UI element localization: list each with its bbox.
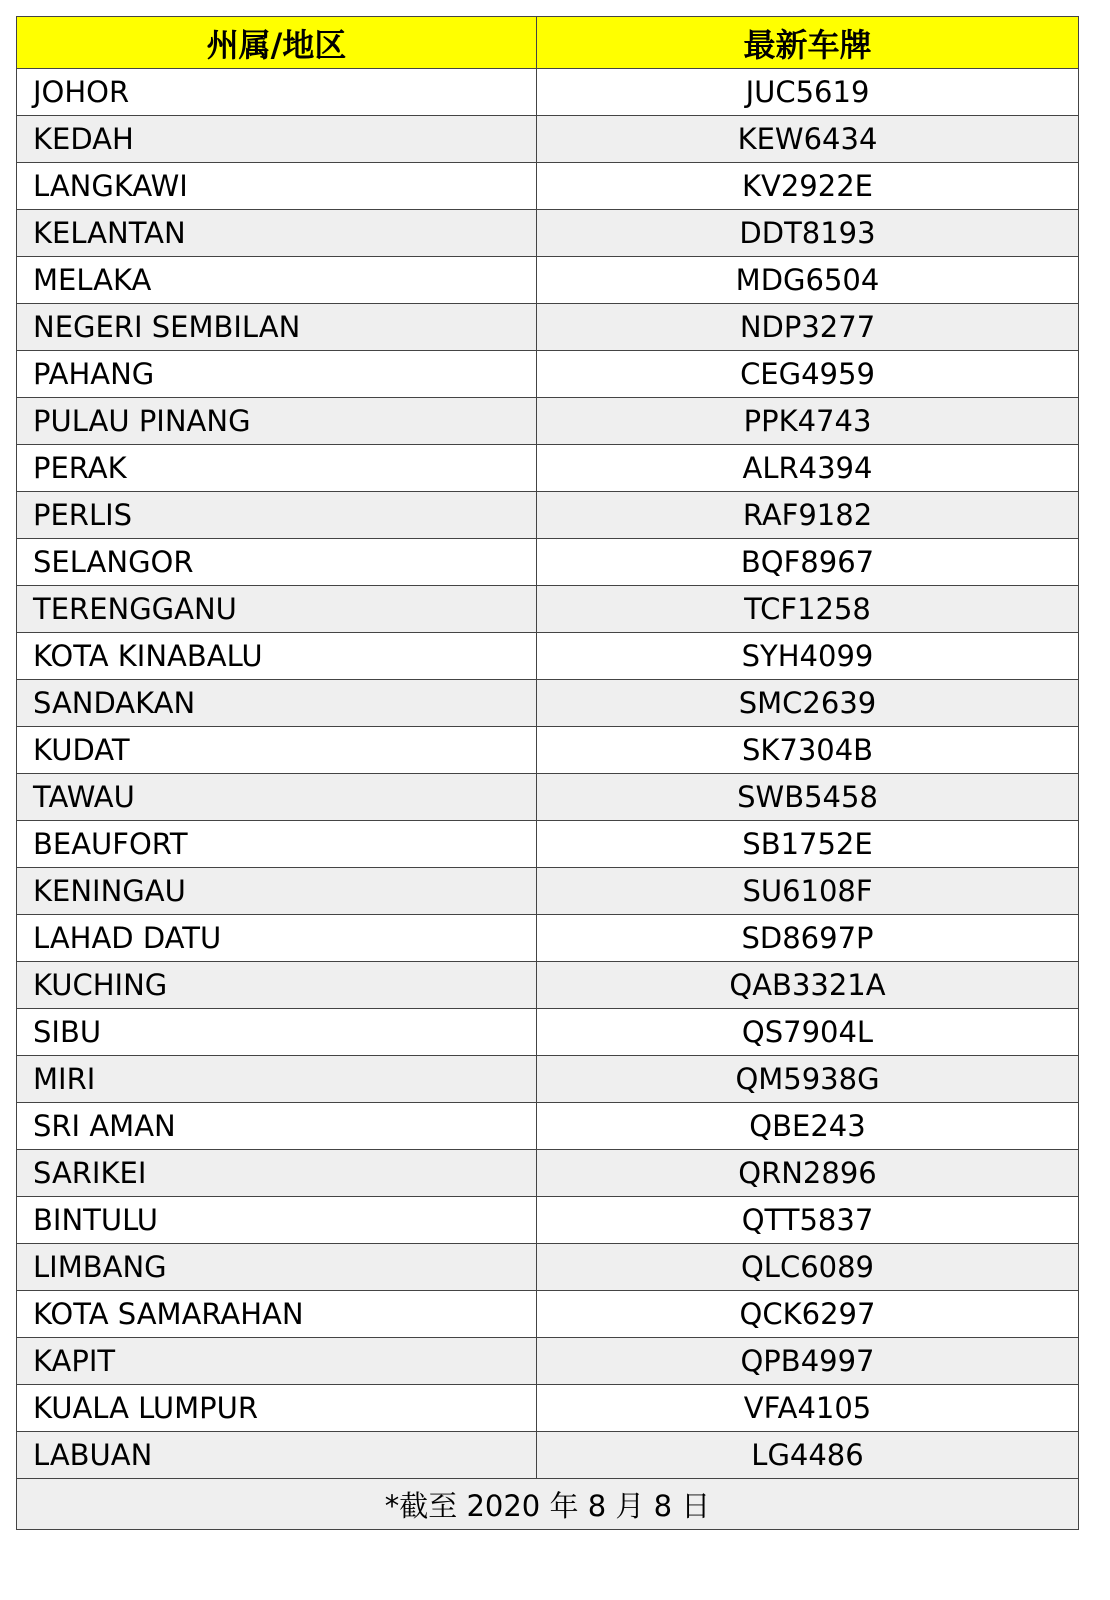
table-row (17, 492, 1079, 539)
table-row (17, 680, 1079, 727)
region-cell: PULAU PINANG (17, 398, 537, 445)
plate-cell: SU6108F (537, 868, 1079, 915)
table-row (17, 821, 1079, 868)
region-cell: BINTULU (17, 1197, 537, 1244)
table-row (17, 727, 1079, 774)
plate-cell: SMC2639 (537, 680, 1079, 727)
plate-cell: KEW6434 (537, 116, 1079, 163)
region-cell: MELAKA (17, 257, 537, 304)
table-row (17, 163, 1079, 210)
plate-cell: SD8697P (537, 915, 1079, 962)
region-cell: TERENGGANU (17, 586, 537, 633)
table-row (17, 69, 1079, 116)
footnote-row (17, 1479, 1079, 1530)
region-cell: LANGKAWI (17, 163, 537, 210)
region-cell: SANDAKAN (17, 680, 537, 727)
table-header (17, 17, 1079, 69)
plate-cell: QCK6297 (537, 1291, 1079, 1338)
plate-cell: ALR4394 (537, 445, 1079, 492)
table-row (17, 1056, 1079, 1103)
table-row (17, 1244, 1079, 1291)
plate-cell: PPK4743 (537, 398, 1079, 445)
plate-cell: LG4486 (537, 1432, 1079, 1479)
table-row (17, 774, 1079, 821)
table-row (17, 1385, 1079, 1432)
table-row (17, 633, 1079, 680)
table-row (17, 1009, 1079, 1056)
region-cell: SELANGOR (17, 539, 537, 586)
plate-cell: MDG6504 (537, 257, 1079, 304)
plate-cell: RAF9182 (537, 492, 1079, 539)
plate-cell: QRN2896 (537, 1150, 1079, 1197)
region-cell: KELANTAN (17, 210, 537, 257)
region-cell: TAWAU (17, 774, 537, 821)
region-cell: LAHAD DATU (17, 915, 537, 962)
plate-cell: JUC5619 (537, 69, 1079, 116)
region-cell: KUCHING (17, 962, 537, 1009)
table-row (17, 257, 1079, 304)
region-cell: BEAUFORT (17, 821, 537, 868)
region-cell: KOTA KINABALU (17, 633, 537, 680)
region-cell: KOTA SAMARAHAN (17, 1291, 537, 1338)
region-cell: KENINGAU (17, 868, 537, 915)
plate-cell: KV2922E (537, 163, 1079, 210)
table-row (17, 1338, 1079, 1385)
table-row (17, 1291, 1079, 1338)
region-cell: KUDAT (17, 727, 537, 774)
plate-cell: QTT5837 (537, 1197, 1079, 1244)
table-row (17, 304, 1079, 351)
footnote: *截至 2020 年 8 月 8 日 (17, 1479, 1079, 1530)
plate-cell: NDP3277 (537, 304, 1079, 351)
region-cell: PERAK (17, 445, 537, 492)
header-region: 州属/地区 (17, 17, 537, 69)
table-row (17, 586, 1079, 633)
plate-cell: SWB5458 (537, 774, 1079, 821)
plate-cell: QBE243 (537, 1103, 1079, 1150)
table-row (17, 116, 1079, 163)
table-footer (17, 1479, 1079, 1530)
region-cell: KAPIT (17, 1338, 537, 1385)
plate-cell: QPB4997 (537, 1338, 1079, 1385)
table-row (17, 210, 1079, 257)
plate-cell: VFA4105 (537, 1385, 1079, 1432)
table-row (17, 398, 1079, 445)
plate-cell: DDT8193 (537, 210, 1079, 257)
region-cell: MIRI (17, 1056, 537, 1103)
region-cell: JOHOR (17, 69, 537, 116)
plate-cell: CEG4959 (537, 351, 1079, 398)
header-row (17, 17, 1079, 69)
region-cell: KUALA LUMPUR (17, 1385, 537, 1432)
table-row (17, 1197, 1079, 1244)
region-cell: LABUAN (17, 1432, 537, 1479)
table-row (17, 915, 1079, 962)
region-cell: SRI AMAN (17, 1103, 537, 1150)
plate-cell: BQF8967 (537, 539, 1079, 586)
table-row (17, 539, 1079, 586)
table-row (17, 445, 1079, 492)
plate-cell: QS7904L (537, 1009, 1079, 1056)
table-row (17, 1103, 1079, 1150)
plate-cell: QAB3321A (537, 962, 1079, 1009)
region-cell: LIMBANG (17, 1244, 537, 1291)
header-plate: 最新车牌 (537, 17, 1079, 69)
region-cell: SIBU (17, 1009, 537, 1056)
table-row (17, 868, 1079, 915)
plate-cell: SYH4099 (537, 633, 1079, 680)
region-cell: PERLIS (17, 492, 537, 539)
region-cell: SARIKEI (17, 1150, 537, 1197)
plate-cell: SB1752E (537, 821, 1079, 868)
region-cell: NEGERI SEMBILAN (17, 304, 537, 351)
plate-cell: QLC6089 (537, 1244, 1079, 1291)
region-cell: PAHANG (17, 351, 537, 398)
plate-table (16, 16, 1079, 1530)
table-row (17, 1432, 1079, 1479)
plate-cell: QM5938G (537, 1056, 1079, 1103)
plate-cell: TCF1258 (537, 586, 1079, 633)
table-row (17, 962, 1079, 1009)
table-row (17, 1150, 1079, 1197)
table-body (17, 69, 1079, 1479)
plate-cell: SK7304B (537, 727, 1079, 774)
table-row (17, 351, 1079, 398)
region-cell: KEDAH (17, 116, 537, 163)
